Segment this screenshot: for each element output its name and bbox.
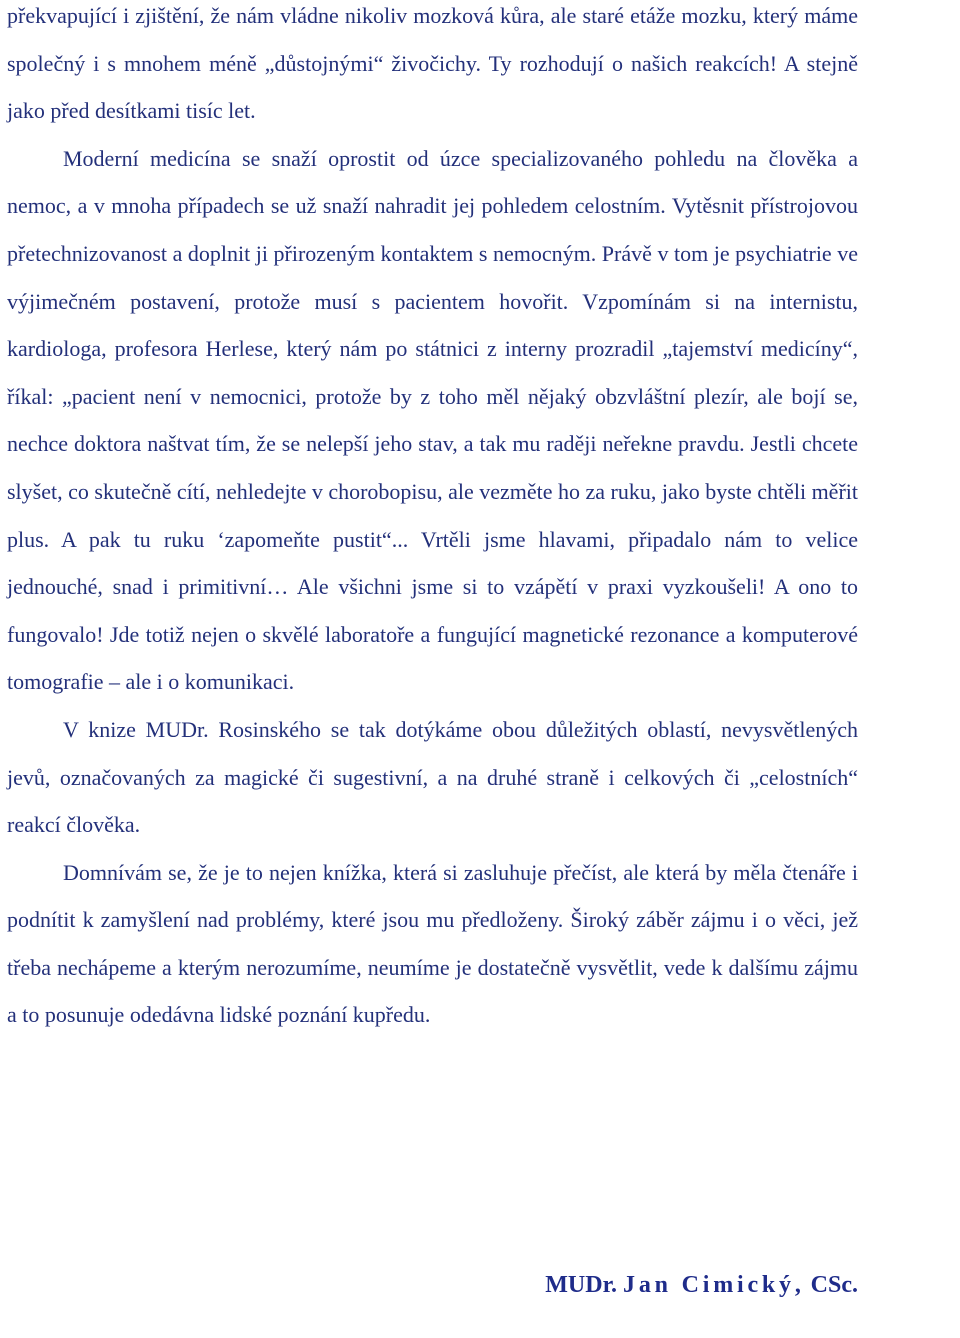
signature-prefix: MUDr. (545, 1272, 624, 1298)
paragraph-3: V knize MUDr. Rosinského se tak dotýkáme obou důležitých oblastí, nevysvětlených jevů, označovaných za magické či sugestivní, a na druhé straně i celkových či „celostních“ reakcí člověka. (7, 716, 858, 838)
signature-suffix: CSc. (804, 1272, 858, 1298)
paragraph-1: překvapující i zjištění, že nám vládne nikoliv mozková kůra, ale staré etáže mozku, který máme společný i s mnohem méně „důstojnými“ živočichy. Ty rozhodují o našich reakcích! A stejně jako před desítkami tisíc let. (7, 3, 858, 124)
signature-name: Jan Cimický, (623, 1272, 805, 1298)
paragraph-2: Moderní medicína se snaží oprostit od úzce specializovaného pohledu na člověka a nemoc, a v mnoha případech se už snaží nahradit jej pohledem celostním. Vytěsnit přístrojovou přetechnizovanost a doplnit ji přirozeným kontaktem s nemocným. Právě v tom je psychiatrie ve výjimečném postavení, protože musí s pacientem hovořit. Vzpomínám si na internistu, kardiologa, profesora Herlese, který nám po státnici z interny prozradil „tajemství medicíny“, říkal: „pacient není v nemocnici, protože by z toho měl nějaký obzvláštní plezír, ale bojí se, nechce doktora naštvat tím, že se nelepší jeho stav, a tak mu raději neřekne pravdu. Jestli chcete slyšet, co skutečně cítí, nehledejte v chorobopisu, ale vezměte ho za ruku, jako byste chtěli měřit plus. A pak tu ruku ‘zapomeňte pustit“... Vrtěli jsme hlavami, připadalo nám to velice jednouché, snad i primitivní… Ale všichni jsme si to vzápětí v praxi vyzkoušeli! A ono to fungovalo! Jde totiž nejen o skvělé laboratoře a fungující magnetické rezonance a komputerové tomografie – ale i o komunikaci. (7, 145, 858, 695)
paragraph-4: Domnívám se, že je to nejen knížka, která si zasluhuje přečíst, ale která by měla čtenáře i podnítit k zamyšlení nad problémy, které jsou mu předloženy. Široký záběr zájmu i o věci, jež třeba nechápeme a kterým nerozumíme, neumíme je dostatečně vysvětlit, vede k dalšímu zájmu a to posunuje odedávna lidské poznání kupředu. (7, 859, 858, 1028)
author-signature (545, 1272, 858, 1299)
document-page (7, 0, 858, 1338)
